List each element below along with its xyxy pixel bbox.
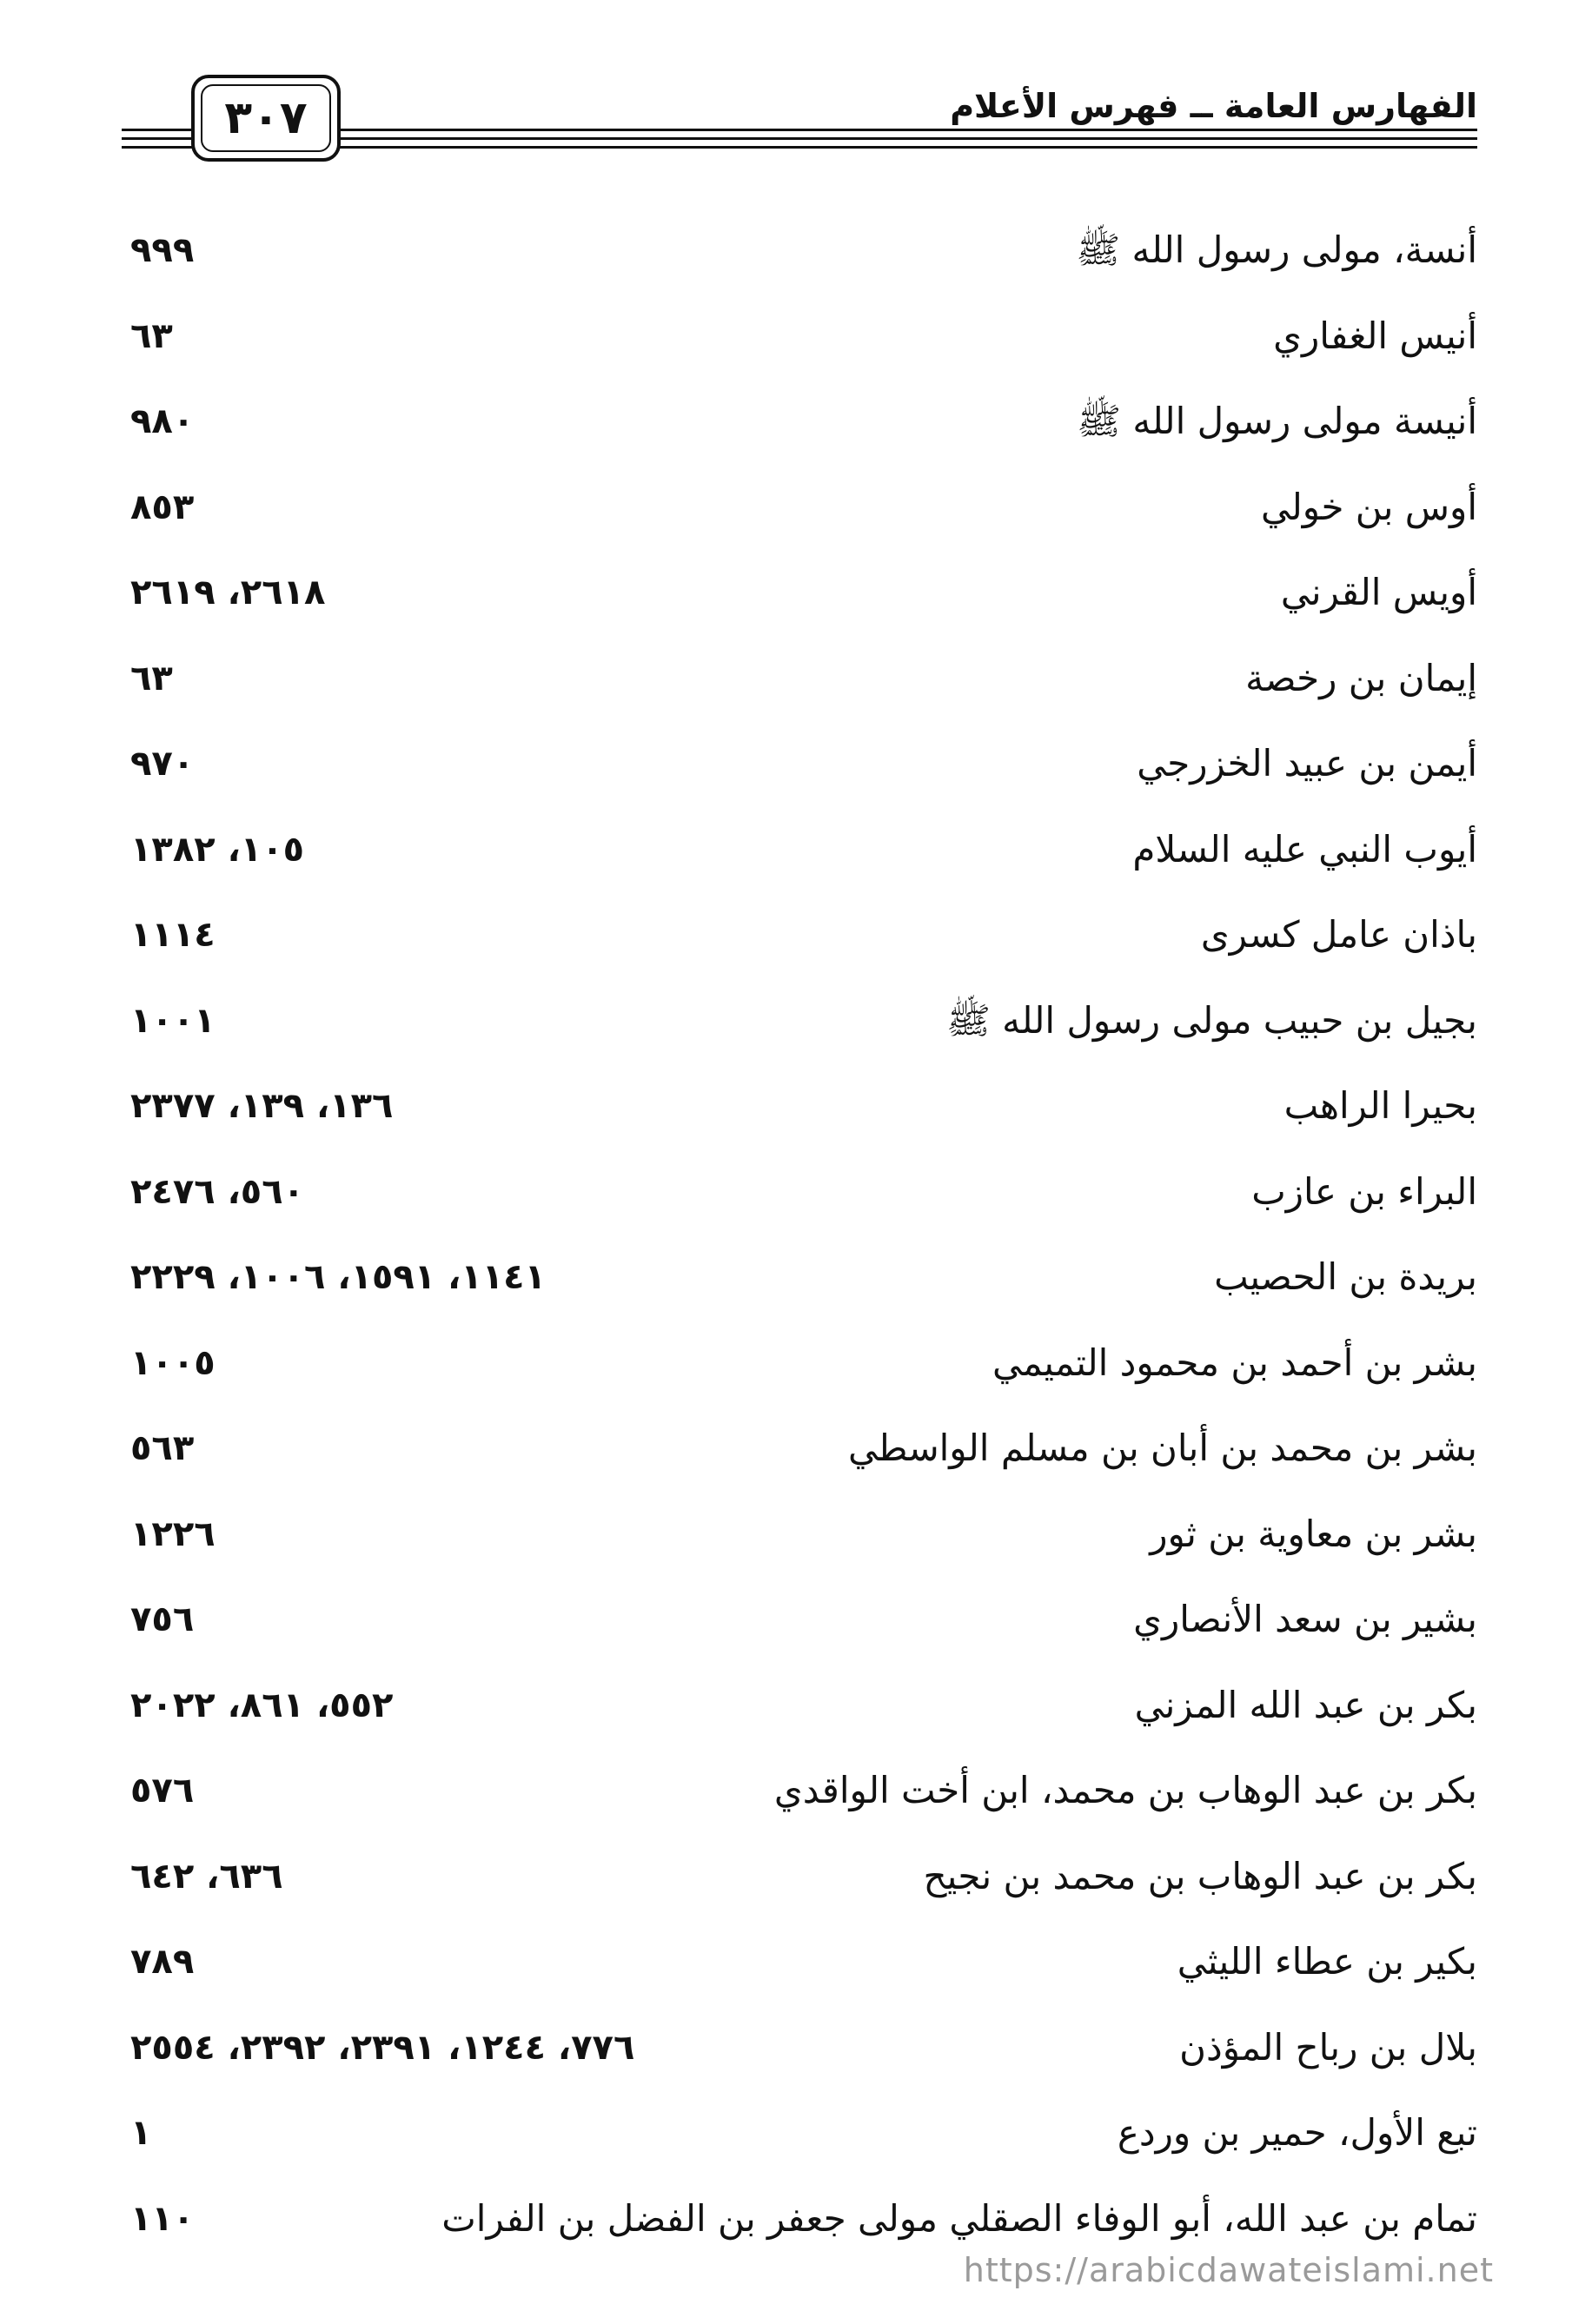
entry-pages: ٦٣ (130, 658, 173, 699)
entry-name: بشر بن محمد بن أبان بن مسلم الواسطي (847, 1427, 1477, 1469)
index-entry (122, 1150, 1477, 1236)
entry-name: بكر بن عبد الوهاب بن محمد، ابن أخت الواقدي (773, 1769, 1477, 1811)
entry-name: أويس القرني (1280, 571, 1477, 613)
entry-pages: ٩٩٩ (130, 230, 195, 270)
entry-pages: ٧٨٩ (130, 1942, 195, 1982)
index-entry (122, 1578, 1477, 1664)
index-entry (122, 1749, 1477, 1835)
entry-pages: ٩٧٠ (130, 744, 195, 784)
index-entry (122, 1407, 1477, 1493)
entry-name: أنسة، مولى رسول الله ﷺ (1076, 228, 1477, 271)
entry-pages: ٦٣ (130, 315, 173, 356)
entry-pages: ٦٣٦، ٦٤٢ (130, 1856, 283, 1897)
index-entry (122, 2177, 1477, 2263)
entry-pages: ٥٧٦ (130, 1771, 195, 1811)
index-entry (122, 637, 1477, 723)
page-header (122, 70, 1477, 174)
entry-name: أنيس الغفاري (1273, 314, 1477, 357)
entry-pages: ١٠٥، ١٣٨٢ (130, 829, 305, 870)
entry-pages: ١١٤١، ١٥٩١، ١٠٠٦، ٢٢٢٩ (130, 1257, 546, 1297)
entry-pages: ٥٦٠، ٢٤٧٦ (130, 1171, 305, 1212)
index-entry (122, 380, 1477, 466)
site-watermark: https://arabicdawateislami.net (963, 2251, 1494, 2289)
entry-pages: ١٣٦، ١٣٩، ٢٣٧٧ (130, 1086, 394, 1126)
entry-name: بشر بن معاوية بن ثور (1150, 1512, 1477, 1555)
entry-name: بحيرا الراهب (1283, 1084, 1477, 1127)
entry-name: بجيل بن حبيب مولى رسول الله ﷺ (946, 998, 1477, 1042)
page-number: ٣٠٧ (224, 92, 308, 144)
entry-pages: ٧٥٦ (130, 1599, 195, 1639)
index-entry (122, 551, 1477, 637)
entry-name: بكر بن عبد الله المزني (1134, 1683, 1477, 1726)
entry-name: تمام بن عبد الله، أبو الوفاء الصقلي مولى جعفر بن الفضل بن الفرات (441, 2196, 1477, 2240)
index-entry (122, 1920, 1477, 2006)
entry-pages: ٩٨٠ (130, 401, 195, 441)
entry-name: بكير بن عطاء الليثي (1177, 1940, 1477, 1983)
index-entry (122, 1321, 1477, 1407)
entry-name: بريدة بن الحصيب (1214, 1255, 1477, 1298)
entry-pages: ٨٥٣ (130, 487, 195, 527)
index-entry (122, 2091, 1477, 2177)
running-title: الفهارس العامة ــ فهرس الأعلام (950, 87, 1477, 125)
entry-name: أيمن بن عبيد الخزرجي (1137, 742, 1477, 785)
entry-pages: ١١٠ (130, 2198, 195, 2239)
entry-pages: ٥٦٣ (130, 1428, 195, 1468)
names-index (122, 209, 1477, 2262)
entry-pages: ١١١٤ (130, 915, 216, 955)
entry-pages: ١٠٠٥ (130, 1342, 216, 1383)
entry-name: أوس بن خولي (1260, 485, 1477, 528)
index-entry (122, 1664, 1477, 1750)
entry-name: أيوب النبي عليه السلام (1132, 827, 1477, 871)
index-entry (122, 722, 1477, 808)
index-entry (122, 1235, 1477, 1321)
entry-name: البراء بن عازب (1251, 1169, 1477, 1213)
index-entry (122, 1835, 1477, 1921)
index-entry (122, 808, 1477, 894)
index-entry (122, 893, 1477, 979)
entry-name: تبع الأول، حمير بن وردع (1117, 2111, 1477, 2154)
entry-pages: ٢٦١٨، ٢٦١٩ (130, 573, 326, 612)
index-entry (122, 1064, 1477, 1150)
page-number-badge (191, 75, 341, 162)
entry-name: بكر بن عبد الوهاب بن محمد بن نجيح (923, 1854, 1477, 1897)
entry-pages: ٧٧٦، ١٢٤٤، ٢٣٩١، ٢٣٩٢، ٢٥٥٤ (130, 2027, 635, 2068)
index-entry (122, 466, 1477, 552)
index-entry (122, 979, 1477, 1065)
entry-pages: ١٠٠١ (130, 1000, 216, 1041)
entry-name: بشر بن أحمد بن محمود التميمي (992, 1341, 1477, 1384)
index-entry (122, 1493, 1477, 1579)
entry-pages: ١ (130, 2113, 152, 2153)
entry-name: باذان عامل كسرى (1200, 913, 1477, 956)
entry-name: بلال بن رباح المؤذن (1179, 2025, 1477, 2069)
entry-name: بشير بن سعد الأنصاري (1133, 1598, 1477, 1640)
entry-name: إيمان بن رخصة (1245, 656, 1477, 699)
index-entry (122, 209, 1477, 295)
index-entry (122, 2006, 1477, 2092)
entry-pages: ٥٥٢، ٨٦١، ٢٠٢٢ (130, 1685, 394, 1725)
entry-pages: ١٢٢٦ (130, 1513, 216, 1554)
index-entry (122, 295, 1477, 381)
entry-name: أنيسة مولى رسول الله ﷺ (1077, 400, 1477, 442)
